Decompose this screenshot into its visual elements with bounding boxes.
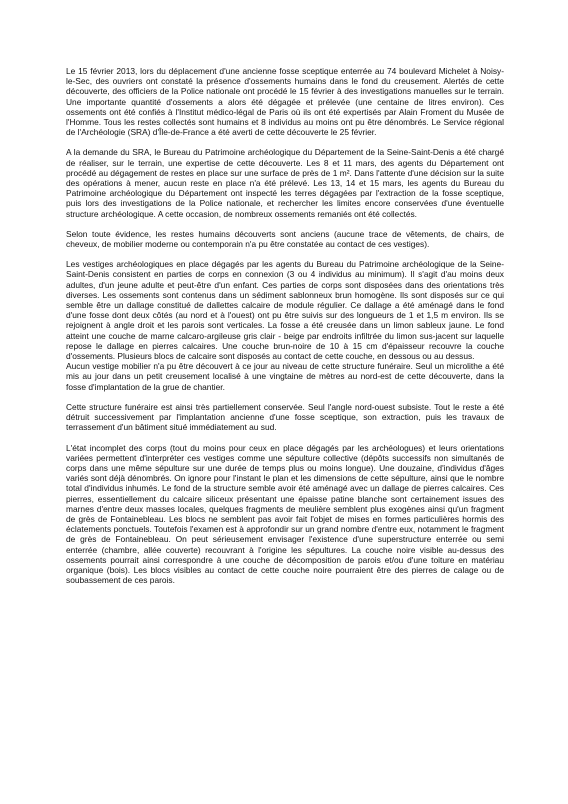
paragraph-archaeological-remains: Les vestiges archéologiques en place dégagés par les agents du Bureau du Patrimoine archéologique de la Seine-Saint-Denis consistent en parties de corps en connexion (3 ou 4 individus au minimum). Il s'agit d'au moins deux adultes, d'un jeune adulte et peut-être d'un enfant. Ces parties de corps sont disposées dans des orientations très diverses. Les ossements sont contenus dans un sédiment sablonneux brun homogène. Ils sont disposés sur ce qui semble être un dallage constitué de dallettes calcaire de module régulier. Ce dallage a été aménagé dans le fond d'une fosse dont deux côtés (au nord et à l'ouest) ont pu être suivis sur des longueurs de 1 et 1,5 m environ. Ils se rejoignent à angle droit et les parois sont verticales. La fosse a été creusée dans un limon sableux jaune. Le fond atteint une couche de marne calcaro-argileuse gris clair - beige par endroits infiltrée du limon sus-jacent sur laquelle repose le dallage en pierres calcaires. Une couche brun-noire de 10 à 15 cm d'épaisseur recouvre la couche d'ossements. Plusieurs blocs de calcaire sont disposés au contact de cette couche, en dessous ou au dessus. <box>66 259 504 362</box>
paragraph-ancient-remains: Selon toute évidence, les restes humains découverts sont anciens (aucune trace de vêtements, de chairs, de cheveux, de mobilier moderne ou contemporain n'a pu être constatée au contact de ces vestiges). <box>66 228 504 250</box>
paragraph-conservation: Cette structure funéraire est ainsi très partiellement conservée. Seul l'angle nord-ouest subsiste. Tout le reste a été détruit successivement par l'implantation ancienne d'une fosse sceptique, son extraction, puis les travaux de terrassement d'un bâtiment situé immédiatement au sud. <box>66 401 504 433</box>
paragraph-microlith: Aucun vestige mobilier n'a pu être découvert à ce jour au niveau de cette structure funéraire. Seul un microlithe a été mis au jour dans un petit creusement localisé à une vingtaine de mètres au nord-est de cette découverte, dans la fosse d'implantation de la grue de chantier. <box>66 361 504 392</box>
paragraph-sra-expertise: A la demande du SRA, le Bureau du Patrimoine archéologique du Département de la Seine-Saint-Denis a été chargé de réaliser, sur le terrain, une expertise de cette découverte. Les 8 et 11 mars, des agents du Département ont procédé au dégagement de restes en place sur une surface de près de 1 m². Dans l'attente d'une décision sur la suite des opérations à mener, aucun reste en place n'a été prélevé. Les 13, 14 et 15 mars, les agents du Bureau du Patrimoine archéologique du Département ont inspecté les terres dégagées par l'extraction de la fosse sceptique, puis lors des investigations de la Police nationale, et rechercher les limites encore conservées d'une éventuelle structure archéologique. A cette occasion, de nombreux ossements remaniés ont été collectés. <box>66 147 504 219</box>
paragraph-discovery: Le 15 février 2013, lors du déplacement d'une ancienne fosse sceptique enterrée au 74 boulevard Michelet à Noisy-le-Sec, des ouvriers ont constaté la présence d'ossements humains dans le fond du creusement. Alertés de cette découverte, des officiers de la Police nationale ont procédé le 15 février à des investigations manuelles sur le terrain. Une importante quantité d'ossements a alors été dégagée et prélevée (une centaine de litres environ). Ces ossements ont été confiés à l'Institut médico-légal de Paris où ils ont été expertisés par Alain Froment du Musée de l'Homme. Tous les restes collectés sont humains et 8 individus au moins ont pu être dénombrés. Le Service régional de l'Archéologie (SRA) d'Île-de-France a été averti de cette découverte le 25 février. <box>66 66 504 138</box>
paragraph-interpretation: L'état incomplet des corps (tout du moins pour ceux en place dégagés par les archéologues) et leurs orientations variées permettent d'interpréter ces vestiges comme une sépulture collective (dépôts successifs non simultanés de corps dans une même sépulture sur une durée de temps plus ou moins longue). Une douzaine, d'individus d'âges variés sont déjà dénombrés. On ignore pour l'instant le plan et les dimensions de cette sépulture, ainsi que le nombre total d'individus inhumés. Le fond de la structure semble avoir été aménagé avec un dallage de pierres calcaires. Ces pierres, essentiellement du calcaire siliceux présentant une épaisse patine blanche sont certainement issues des marnes d'entre deux masses locales, quelques fragments de meulière semblent plus exogènes ainsi qu'un fragment de grès de Fontainebleau. Les blocs ne semblent pas avoir fait l'objet de mises en formes particulières hormis des éclatements ponctuels. Toutefois l'examen est à approfondir sur un grand nombre d'entre eux, notamment le fragment de grès de Fontainebleau. On peut sérieusement envisager l'existence d'une superstructure enterrée ou semi enterrée (chambre, allée couverte) recouvrant à l'origine les sépultures. La couche noire visible au-dessus des ossements pourrait ainsi correspondre à une couche de décomposition de parois et/ou d'une toiture en matériau organique (bois). Les blocs visibles au contact de cette couche noire pourraient être des pierres de calage ou de soubassement de ces parois. <box>66 442 504 586</box>
